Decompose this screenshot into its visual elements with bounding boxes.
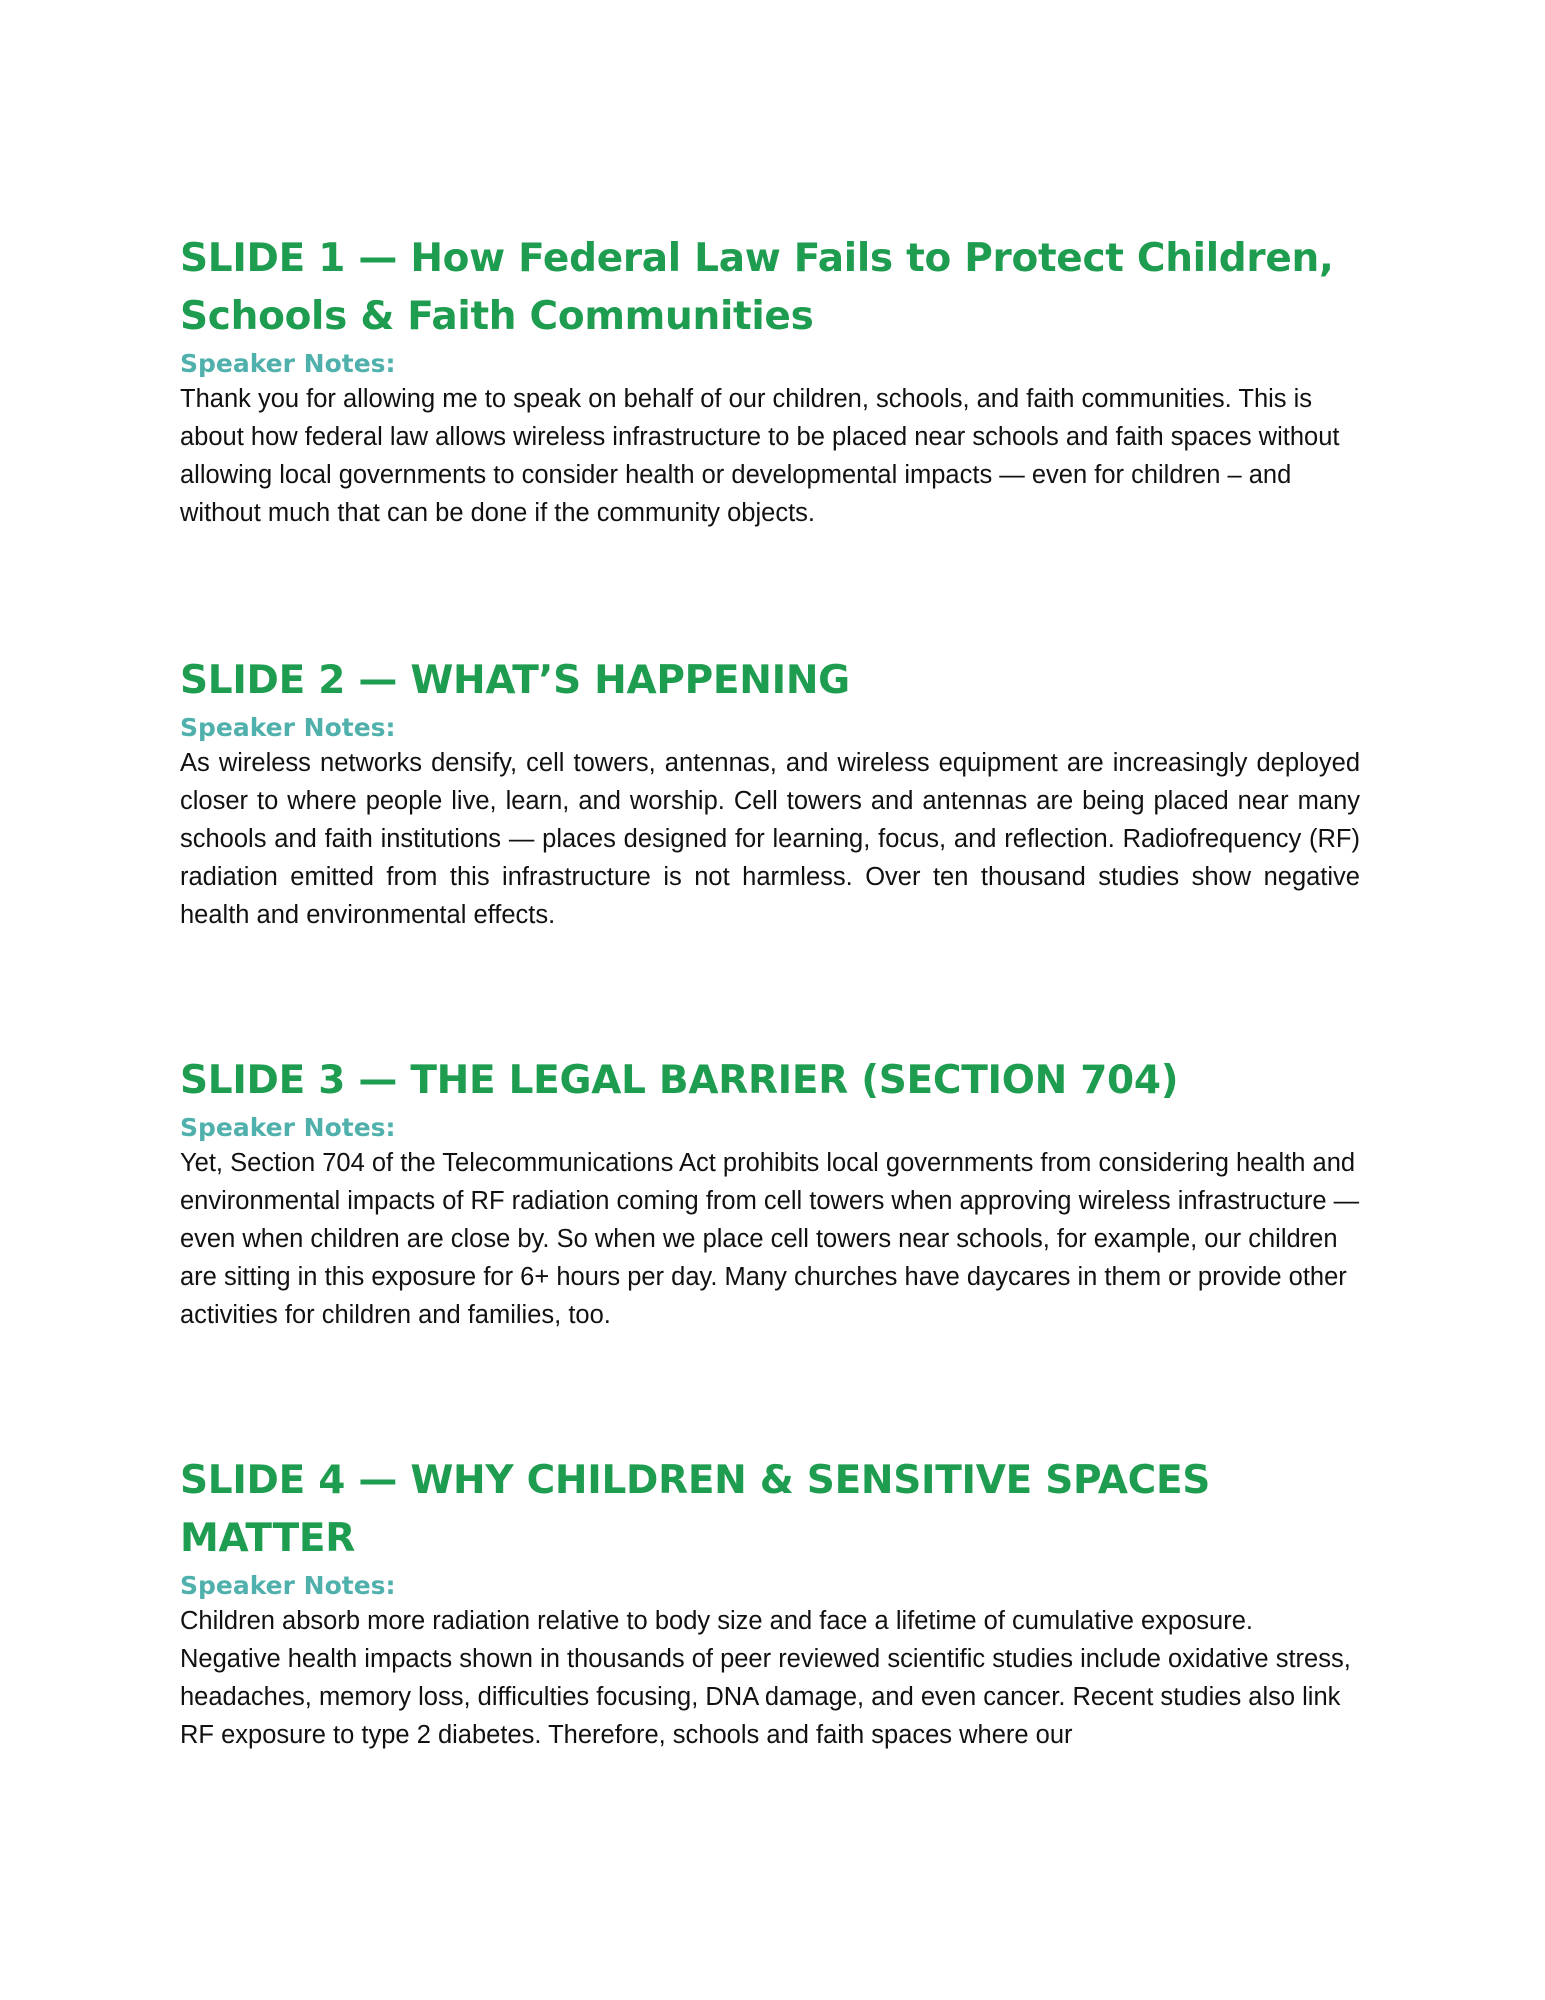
speaker-notes-text: Thank you for allowing me to speak on behalf of our children, schools, and faith communities. This is about how federal law allows wireless infrastructure to be placed near schools and faith spaces without allowing local governments to consider health or developmental impacts — even for children – and without much that can be done if the community objects.	[180, 385, 1340, 527]
speaker-notes-label: Speaker Notes:	[180, 713, 396, 742]
slide-title: SLIDE 3 — THE LEGAL BARRIER (SECTION 704)	[180, 1058, 1179, 1103]
section-spacer	[180, 1334, 1360, 1452]
slide-section-2	[180, 652, 1360, 934]
slide-title: SLIDE 2 — WHAT’S HAPPENING	[180, 658, 850, 703]
slide-section-4	[180, 1452, 1360, 1754]
section-spacer	[180, 532, 1360, 652]
slide-title: SLIDE 4 — WHY CHILDREN & SENSITIVE SPACES MATTER	[180, 1458, 1211, 1561]
speaker-notes-label: Speaker Notes:	[180, 1113, 396, 1142]
slide-section-3	[180, 1052, 1360, 1334]
document-page	[180, 230, 1360, 1754]
speaker-notes-label: Speaker Notes:	[180, 1571, 396, 1600]
section-spacer	[180, 934, 1360, 1052]
speaker-notes-text: Yet, Section 704 of the Telecommunications Act prohibits local governments from considering health and environmental impacts of RF radiation coming from cell towers when approving wireless infrastructure — even when children are close by. So when we place cell towers near schools, for example, our children are sitting in this exposure for 6+ hours per day. Many churches have daycares in them or provide other activities for children and families, too.	[180, 1149, 1360, 1329]
speaker-notes-label: Speaker Notes:	[180, 349, 396, 378]
speaker-notes-text: Children absorb more radiation relative to body size and face a lifetime of cumulative exposure. Negative health impacts shown in thousands of peer reviewed scientific studies include oxidative stress, headaches, memory loss, difficulties focusing, DNA damage, and even cancer. Recent studies also link RF exposure to type 2 diabetes. Therefore, schools and faith spaces where our	[180, 1607, 1351, 1749]
slide-title: SLIDE 1 — How Federal Law Fails to Protect Children, Schools & Faith Communities	[180, 236, 1334, 339]
speaker-notes-text: As wireless networks densify, cell towers, antennas, and wireless equipment are increasingly deployed closer to where people live, learn, and worship. Cell towers and antennas are being placed near many schools and faith institutions — places designed for learning, focus, and reflection. Radiofrequency (RF) radiation emitted from this infrastructure is not harmless. Over ten thousand studies show negative health and environmental effects.	[180, 749, 1360, 929]
slide-section-1	[180, 230, 1360, 532]
